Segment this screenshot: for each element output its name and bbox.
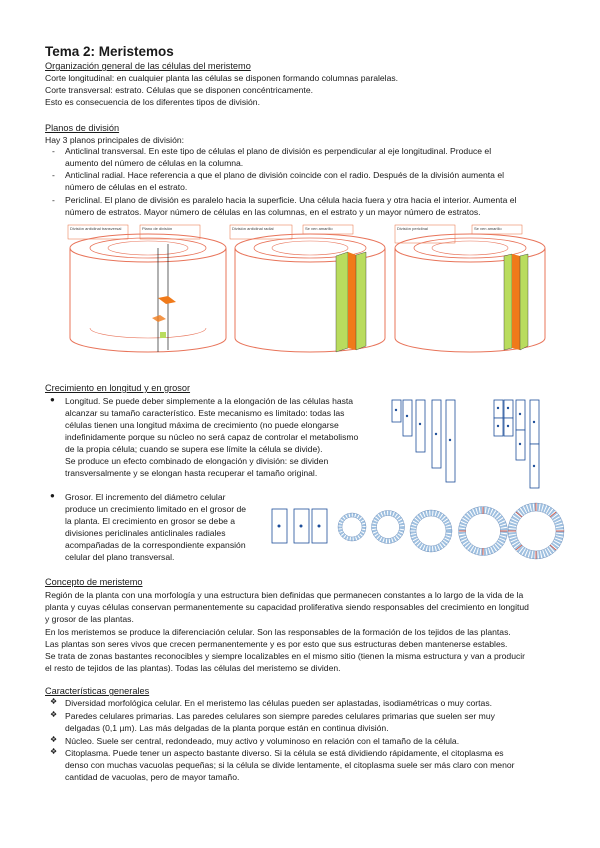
list-item-line: Anticlinal radial. Hace referencia a que el plano de división coincide con el radio. Después de la división aumenta el bbox=[65, 170, 505, 180]
cylinder-transversal bbox=[68, 225, 226, 352]
section-heading-planos: Planos de división bbox=[45, 123, 120, 133]
paragraph-line: células tienen una longitud máxima de crecimiento (no puede elongarse bbox=[65, 420, 339, 430]
list-item-line: Periclinal. El plano de división es paralelo hacia la superficie. Una célula hacia fuera y otra hacia el interior. Aumenta el bbox=[65, 195, 517, 205]
paragraph-line: Grosor. El incremento del diámetro celular bbox=[65, 492, 226, 502]
bullet-dot: ● bbox=[50, 491, 55, 500]
paragraph-line: Hay 3 planos principales de división: bbox=[45, 135, 185, 145]
paragraph-line: y grosor de las plantas. bbox=[45, 614, 134, 624]
bullet-diamond-icon: ❖ bbox=[50, 697, 58, 706]
list-item-line: Paredes celulares primarias. Las paredes celulares son siempre paredes celulares primarias que suelen ser muy bbox=[65, 711, 495, 721]
list-item-line: delgadas (0,1 µm). Las más delgadas de la planta porque están en continua división. bbox=[65, 723, 389, 733]
thickness-growth-figure bbox=[268, 505, 568, 565]
paragraph-line: Región de la planta con una morfología y una estructura bien definidas que permanecen constantes a lo largo de la vida de la bbox=[45, 590, 524, 600]
paragraph-line: la planta. El crecimiento en grosor se debe a bbox=[65, 516, 236, 526]
list-item-line: Anticlinal transversal. En este tipo de células el plano de división es perpendicular al eje longitudinal. Produce el bbox=[65, 146, 492, 156]
paragraph-line: Longitud. Se puede deber simplemente a la elongación de las células hasta bbox=[65, 396, 354, 406]
paragraph-line: celular del plano transversal. bbox=[65, 552, 175, 562]
figure-label: Se ven amarillo bbox=[305, 226, 333, 231]
paragraph-line: Corte transversal: estrato. Células que se disponen concéntricamente. bbox=[45, 85, 313, 95]
paragraph-line: el resto de tejidos de las plantas). Todas las células del meristemo se dividen. bbox=[45, 663, 341, 673]
figure-label: División anticlinal radial bbox=[232, 226, 274, 231]
division-planes-figure bbox=[60, 220, 550, 370]
figure-label: División periclinal bbox=[397, 226, 428, 231]
section-heading-organizacion: Organización general de las células del meristemo bbox=[45, 61, 251, 71]
list-item-line: cantidad de vacuolas, pero de mayor tamaño. bbox=[65, 772, 240, 782]
section-heading-caracteristicas: Características generales bbox=[45, 686, 150, 696]
dash-bullet: - bbox=[52, 146, 55, 156]
paragraph-line: de la propia célula; cuando se supera ese límite la célula se divide). bbox=[65, 444, 323, 454]
section-heading-crecimiento: Crecimiento en longitud y en grosor bbox=[45, 383, 191, 393]
list-item-line: número de células en el estrato. bbox=[65, 182, 188, 192]
paragraph-line: Las plantas son seres vivos que crecen permanentemente y es por esto que sus estructuras deben mantenerse estables. bbox=[45, 639, 508, 649]
bullet-diamond-icon: ❖ bbox=[50, 735, 58, 744]
paragraph-line: acompañadas de la correspondiente expansión bbox=[65, 540, 246, 550]
bullet-diamond-icon: ❖ bbox=[50, 747, 58, 756]
paragraph-line: Se trata de zonas bastantes reconocibles y siempre localizables en el mismo sitio (tienen la misma estructura y van a producir bbox=[45, 651, 526, 661]
figure-label: Plano de división bbox=[142, 226, 173, 231]
paragraph-line: alcanzar su tamaño característico. Este mecanismo es limitado: todas las bbox=[65, 408, 345, 418]
figure-label: Se ven amarillo bbox=[474, 226, 502, 231]
bullet-diamond-icon: ❖ bbox=[50, 710, 58, 719]
dash-bullet: - bbox=[52, 195, 55, 205]
paragraph-line: transversalmente y se elongan hasta recuperar el tamaño original. bbox=[65, 468, 318, 478]
paragraph-line: Corte longitudinal: en cualquier planta las células se disponen formando columnas paralelas. bbox=[45, 73, 399, 83]
paragraph-line: Se produce un efecto combinado de elongación y división: se dividen bbox=[65, 456, 329, 466]
section-heading-concepto: Concepto de meristemo bbox=[45, 577, 143, 587]
page-title: Tema 2: Meristemos bbox=[45, 44, 174, 59]
paragraph-line: planta y cuyas células conservan permanentemente su capacidad proliferativa siendo responsables del crecimiento en longitud bbox=[45, 602, 529, 612]
dash-bullet: - bbox=[52, 170, 55, 180]
paragraph-line: Esto es consecuencia de los diferentes tipos de división. bbox=[45, 97, 260, 107]
paragraph-line: produce un crecimiento limitado en el grosor de bbox=[65, 504, 247, 514]
cylinder-radial bbox=[230, 225, 385, 352]
list-item-line: número de estratos. Mayor número de células en las columnas, en el estrato y un mayor número de estratos. bbox=[65, 207, 481, 217]
list-item-line: Diversidad morfológica celular. En el meristemo las células pueden ser aplastadas, isodiamétricas o muy cortas. bbox=[65, 698, 493, 708]
elongation-cells-figure bbox=[390, 396, 560, 496]
list-item-line: denso con muchas vacuolas pequeñas; si la célula se divide lentamente, el citoplasma suele ser más claro con menor bbox=[65, 760, 515, 770]
bullet-dot: ● bbox=[50, 395, 55, 404]
paragraph-line: En los meristemos se produce la diferenciación celular. Son las responsables de la formación de los tejidos de las plantas. bbox=[45, 627, 511, 637]
list-item-line: Núcleo. Suele ser central, redondeado, muy activo y voluminoso en relación con el tamaño de la célula. bbox=[65, 736, 460, 746]
cylinder-periclinal bbox=[395, 225, 545, 352]
list-item-line: aumento del número de células en la columna. bbox=[65, 158, 244, 168]
paragraph-line: indefinidamente porque su núcleo no será capaz de controlar el metabolismo bbox=[65, 432, 359, 442]
figure-label: División anticlinal transversal bbox=[70, 226, 122, 231]
paragraph-line: divisiones periclinales anticlinales radiales bbox=[65, 528, 226, 538]
list-item-line: Citoplasma. Puede tener un aspecto bastante diverso. Si la célula se está dividiendo rápidamente, el citoplasma es bbox=[65, 748, 504, 758]
